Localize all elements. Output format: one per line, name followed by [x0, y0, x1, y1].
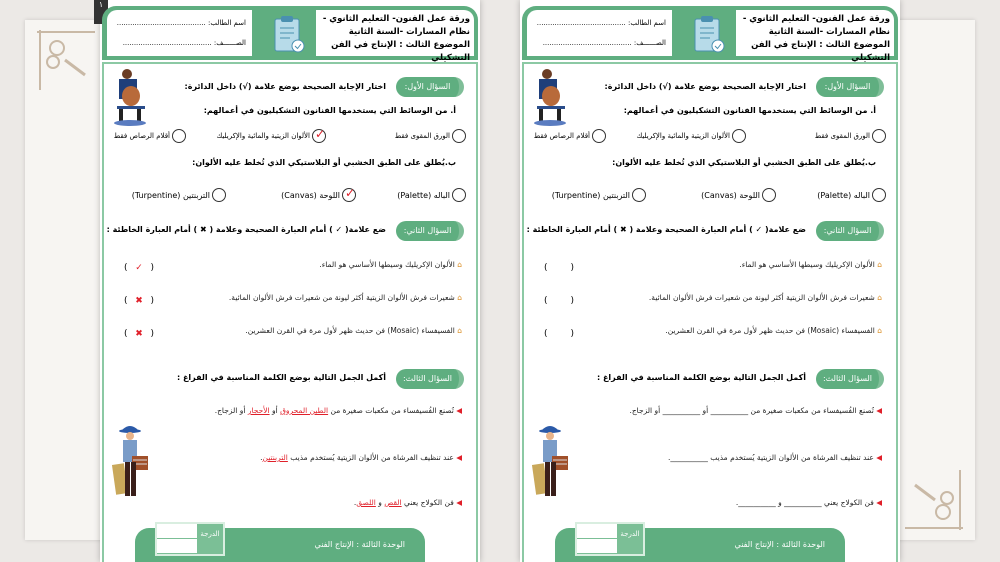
sentence-part: . [735, 498, 739, 507]
grade-box [155, 522, 225, 556]
option-label: أقلام الرصاص فقط [533, 132, 590, 140]
answer-parentheses[interactable]: ( ✖ ) [124, 296, 154, 306]
q1a-option[interactable] [114, 129, 186, 143]
grade-label: الدرجة [620, 530, 640, 538]
sentence-part: فن الكولاج يعني [824, 498, 874, 507]
question-2-instruction: ضع علامة( ✓ ) أمام العبارة الصحيحة وعلامة ( ✖ ) أمام العبارة الخاطئة : [106, 225, 386, 234]
house-bullet-icon: ⌂ [877, 326, 882, 335]
option-label: الباله (Palette) [397, 190, 450, 200]
worksheet-footer [555, 528, 845, 562]
option-label: اللوحة (Canvas) [701, 190, 760, 200]
blank-field[interactable]: __________ [784, 498, 822, 507]
option-label: التربنتين (Turpentine) [551, 190, 630, 200]
filled-answer[interactable]: اللصق [356, 498, 376, 507]
answer-parentheses[interactable]: ( ) [544, 329, 574, 339]
fill-in-sentence-3 [354, 498, 462, 507]
unit-title: الوحدة الثالثة : الإنتاج الفني [734, 540, 825, 549]
flag-bullet-icon: ◀ [876, 406, 882, 415]
statement-text: الفسيفساء (Mosaic) فن حديث ظهر لأول مرة في القرن العشرين. [245, 326, 455, 335]
question-3-instruction: أكمل الجمل التالية بوضع الكلمة المناسبة في الفراغ : [596, 373, 806, 382]
blank-field[interactable]: __________ [738, 498, 776, 507]
fill-in-sentence-1 [629, 406, 882, 415]
option-label: الباله (Palette) [817, 190, 870, 200]
answer-parentheses[interactable]: ( ✓ ) [124, 263, 154, 273]
unit-title: الوحدة الثالثة : الإنتاج الفني [314, 540, 405, 549]
radio-circle[interactable] [592, 129, 606, 143]
worksheet-header [522, 6, 898, 63]
clipboard-icon [692, 14, 726, 54]
option-label: الألوان الزيتية والمائية والإكريليك [216, 132, 310, 140]
radio-circle[interactable] [452, 188, 466, 202]
q1a-option[interactable] [534, 129, 606, 143]
statement-text: شعيرات فرش الألوان الزيتية أكثر ليونة من شعيرات فرش الألوان المائية. [228, 293, 455, 302]
filled-answer[interactable]: القص [384, 498, 402, 507]
answer-parentheses[interactable]: ( ) [544, 296, 574, 306]
radio-circle[interactable] [172, 129, 186, 143]
painter-illustration [112, 424, 152, 500]
title-line: نظام المسارات -السنة الثانية [768, 27, 890, 37]
q1b-option[interactable] [132, 188, 226, 202]
topic-line: الموضوع الثالث : الإنتاج في الفن التشكيلي [751, 40, 890, 63]
question-3-instruction: أكمل الجمل التالية بوضع الكلمة المناسبة في الفراغ : [176, 373, 386, 382]
option-label: أقلام الرصاص فقط [113, 132, 170, 140]
class-field[interactable]: الصــــــف: ........................................ [542, 39, 666, 47]
statement-text: شعيرات فرش الألوان الزيتية أكثر ليونة من شعيرات فرش الألوان المائية. [648, 293, 875, 302]
option-label: التربنتين (Turpentine) [131, 190, 210, 200]
radio-circle[interactable] [872, 188, 886, 202]
fill-in-sentence-2 [668, 453, 882, 462]
worksheet-footer [135, 528, 425, 562]
option-label: الورق المقوى فقط [814, 132, 870, 140]
answer-mark: ✓ [135, 263, 143, 273]
worksheet-title [736, 10, 894, 63]
worksheet-header [102, 6, 478, 63]
topic-line: الموضوع الثالث : الإنتاج في الفن التشكيلي [331, 40, 470, 63]
title-line: نظام المسارات -السنة الثانية [348, 27, 470, 37]
grade-box [575, 522, 645, 556]
radio-circle[interactable] [732, 129, 746, 143]
option-label: الألوان الزيتية والمائية والإكريليك [636, 132, 730, 140]
statement-text: الألوان الإكريليك وسيطها الأساسي هو الماء. [319, 260, 455, 269]
question-3-label: السؤال الثالث: [816, 369, 884, 389]
sentence-part: . [260, 453, 263, 462]
radio-circle[interactable] [312, 129, 326, 143]
radio-circle[interactable] [762, 188, 776, 202]
radio-circle[interactable] [872, 129, 886, 143]
question-2-label: السؤال الثاني: [816, 221, 884, 241]
true-false-statement [649, 293, 882, 302]
grade-cells[interactable] [157, 524, 197, 554]
question-3-label: السؤال الثالث: [396, 369, 464, 389]
flag-bullet-icon: ◀ [456, 498, 462, 507]
house-bullet-icon: ⌂ [877, 293, 882, 302]
flag-bullet-icon: ◀ [876, 498, 882, 507]
radio-circle[interactable] [452, 129, 466, 143]
q1a-option[interactable] [216, 129, 326, 143]
option-label: الورق المقوى فقط [394, 132, 450, 140]
radio-circle[interactable] [632, 188, 646, 202]
filled-answer[interactable]: الأحجار [247, 406, 270, 415]
sentence-part: تُصنع الفُسيفساء من مكعبات صغيرة من [330, 406, 454, 415]
student-info [107, 10, 252, 56]
q1b-option[interactable] [701, 188, 776, 202]
question-1-label: السؤال الأول: [816, 77, 884, 97]
flag-bullet-icon: ◀ [456, 406, 462, 415]
grade-cells[interactable] [577, 524, 617, 554]
potter-illustration [109, 66, 151, 126]
sentence-part: . [668, 453, 671, 462]
sentence-part: أو الزجاج. [214, 406, 246, 415]
question-1b-text: ب.يُطلق على الطبق الخشبي أو البلاستيكي الذي تُخلط عليه الألوان: [612, 158, 876, 167]
clipboard-icon [272, 14, 306, 54]
house-bullet-icon: ⌂ [457, 260, 462, 269]
student-info [527, 10, 672, 56]
true-false-statement [319, 260, 462, 269]
question-1-instruction: اختار الإجابة الصحيحة بوضع علامة (√) داخل الدائرة: [184, 82, 386, 91]
answer-parentheses[interactable]: ( ) [544, 263, 574, 273]
fill-in-sentence-1 [215, 406, 462, 415]
sentence-part: أو الزجاج. [629, 406, 661, 415]
flag-bullet-icon: ◀ [876, 453, 882, 462]
student-name-field[interactable]: اسم الطالب: ........................................ [536, 19, 666, 27]
q1a-option[interactable] [815, 129, 886, 143]
q1b-option[interactable] [397, 188, 466, 202]
statement-text: الألوان الإكريليك وسيطها الأساسي هو الماء. [739, 260, 875, 269]
question-1a-text: أ. من الوسائط التي يستخدمها الفنانون التشكيليون في أعمالهم: [203, 106, 456, 115]
q1b-option[interactable] [817, 188, 886, 202]
question-1-label: السؤال الأول: [396, 77, 464, 97]
worksheet-title [316, 10, 474, 63]
student-name-field[interactable]: اسم الطالب: ........................................ [116, 19, 246, 27]
radio-circle[interactable] [342, 188, 356, 202]
sentence-part: و [778, 498, 782, 507]
blank-field[interactable]: __________ [670, 453, 708, 462]
radio-circle[interactable] [212, 188, 226, 202]
answer-mark: ✖ [135, 329, 143, 339]
flag-bullet-icon: ◀ [456, 453, 462, 462]
class-field[interactable]: الصــــــف: ........................................ [122, 39, 246, 47]
filled-answer[interactable]: التربنتين [262, 453, 288, 462]
sentence-part: فن الكولاج يعني [404, 498, 454, 507]
question-2-label: السؤال الثاني: [396, 221, 464, 241]
ornament-corner-icon [905, 470, 965, 530]
q1b-option[interactable] [281, 188, 356, 202]
page-number: ١ [94, 0, 108, 24]
sentence-part: عند تنظيف الفرشاة من الألوان الزيتية يُستخدم مذيب [290, 453, 454, 462]
true-false-statement [665, 326, 882, 335]
grade-label: الدرجة [200, 530, 220, 538]
painter-illustration [532, 424, 572, 500]
true-false-statement [245, 326, 462, 335]
title-line: ورقة عمل الفنون- التعليم الثانوي - [322, 14, 470, 24]
true-false-statement [229, 293, 462, 302]
q1b-option[interactable] [552, 188, 646, 202]
filled-answer[interactable]: الطين المحروق [280, 406, 329, 415]
question-2-instruction: ضع علامة( ✓ ) أمام العبارة الصحيحة وعلامة ( ✖ ) أمام العبارة الخاطئة : [526, 225, 806, 234]
house-bullet-icon: ⌂ [457, 293, 462, 302]
answer-mark: ✖ [135, 296, 143, 306]
statement-text: الفسيفساء (Mosaic) فن حديث ظهر لأول مرة في القرن العشرين. [665, 326, 875, 335]
sentence-part: . [353, 498, 357, 507]
sentence-part: عند تنظيف الفرشاة من الألوان الزيتية يُستخدم مذيب [710, 453, 874, 462]
fill-in-sentence-2 [260, 453, 462, 462]
q1a-option[interactable] [636, 129, 746, 143]
check-mark-icon: ✓ [345, 186, 356, 200]
house-bullet-icon: ⌂ [877, 260, 882, 269]
worksheet-body [522, 62, 898, 562]
blank-field[interactable]: __________ [662, 406, 701, 415]
q1a-option[interactable] [395, 129, 466, 143]
sentence-part: تُصنع الفُسيفساء من مكعبات صغيرة من [750, 406, 874, 415]
question-1a-text: أ. من الوسائط التي يستخدمها الفنانون التشكيليون في أعمالهم: [623, 106, 876, 115]
option-label: اللوحة (Canvas) [281, 190, 340, 200]
worksheet-answered [100, 0, 480, 562]
blank-field[interactable]: __________ [710, 406, 749, 415]
fill-in-sentence-3 [736, 498, 882, 507]
true-false-statement [739, 260, 882, 269]
house-bullet-icon: ⌂ [457, 326, 462, 335]
sentence-part: و [378, 498, 382, 507]
worksheet-body [102, 62, 478, 562]
worksheet-blank [520, 0, 900, 562]
answer-parentheses[interactable]: ( ✖ ) [124, 329, 154, 339]
sentence-part: أو [702, 406, 709, 415]
sentence-part: أو [271, 406, 278, 415]
ornament-corner-icon [35, 30, 95, 90]
title-line: ورقة عمل الفنون- التعليم الثانوي - [742, 14, 890, 24]
question-1-instruction: اختار الإجابة الصحيحة بوضع علامة (√) داخل الدائرة: [604, 82, 806, 91]
potter-illustration [529, 66, 571, 126]
check-mark-icon: ✓ [315, 127, 326, 141]
question-1b-text: ب.يُطلق على الطبق الخشبي أو البلاستيكي الذي تُخلط عليه الألوان: [192, 158, 456, 167]
